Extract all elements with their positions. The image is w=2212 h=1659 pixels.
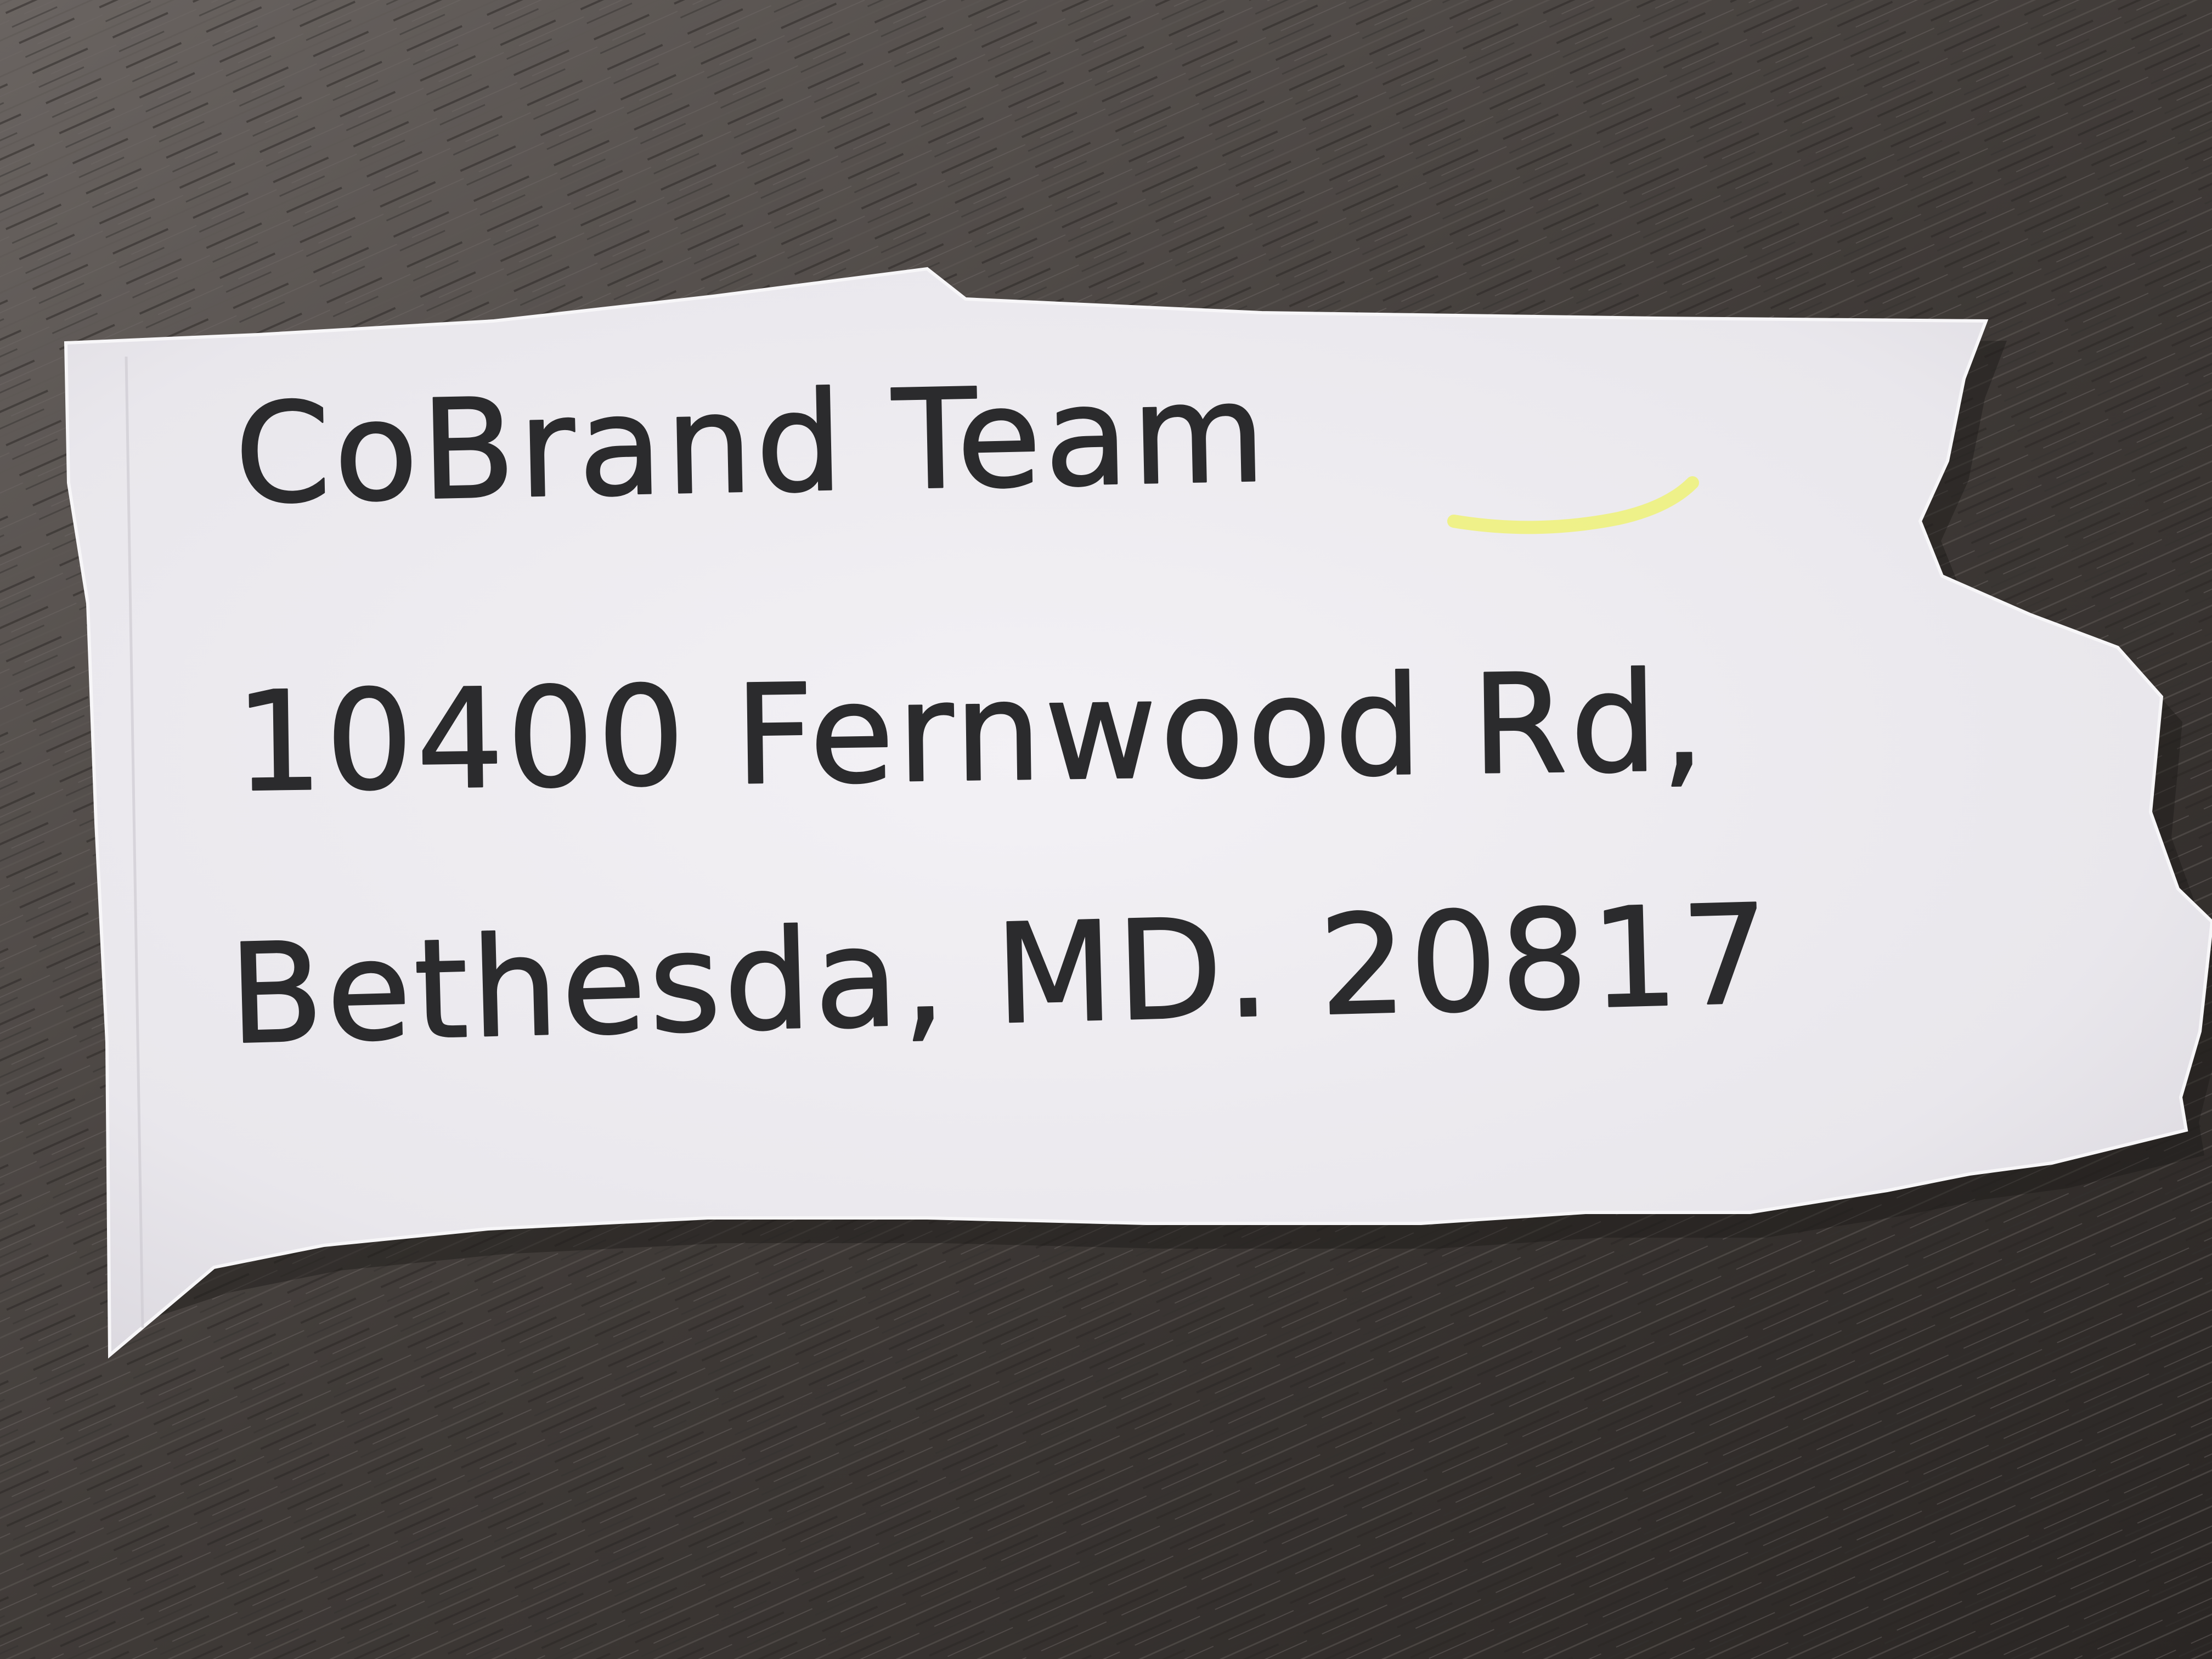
note-line-name: CoBrand Team bbox=[233, 353, 1271, 534]
note-line-street: 10400 Fernwood Rd, bbox=[234, 642, 1709, 822]
note-line-city: Bethesda, MD. 20817 bbox=[227, 874, 1774, 1075]
